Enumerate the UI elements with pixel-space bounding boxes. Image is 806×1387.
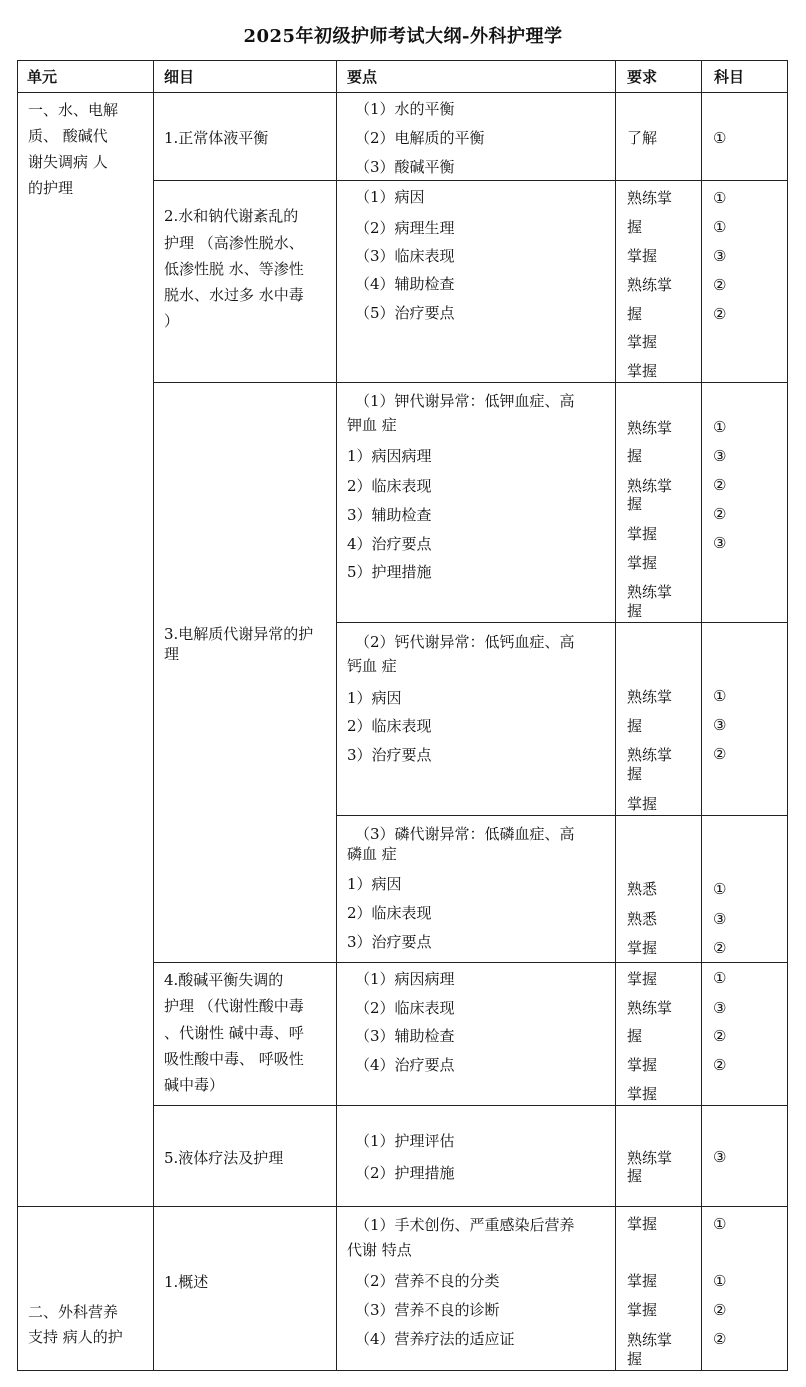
requirement-line: 熟练掌 (627, 1149, 673, 1167)
point-line: 3）辅助检查 (347, 506, 432, 524)
point-line: 2）临床表现 (347, 477, 432, 495)
requirement-line: 掌握 (627, 970, 658, 988)
requirement-line: 握 (627, 447, 643, 465)
requirement-line: 熟练掌 (627, 583, 673, 601)
point-line: 2）临床表现 (347, 717, 432, 735)
requirement-line: 掌握 (627, 1056, 658, 1074)
subject-line: ① (713, 687, 727, 705)
requirement-line: 握 (627, 1027, 643, 1045)
requirement-line: 握 (627, 717, 643, 735)
item-line: 、代谢性 碱中毒、呼 (164, 1024, 304, 1042)
point-line: 2）临床表现 (347, 904, 432, 922)
point-line: （4）辅助检查 (355, 275, 455, 293)
subject-line: ① (713, 969, 727, 987)
requirement-line: 握 (627, 765, 643, 783)
point-line: （4）治疗要点 (355, 1056, 455, 1074)
item-line: 护理 （代谢性酸中毒 (164, 997, 304, 1015)
requirement-line: 握 (627, 1167, 643, 1185)
point-line: （1）手术创伤、严重感染后营养 (355, 1216, 575, 1234)
unit-1-line: 一、水、电解 (28, 101, 119, 119)
point-line: 1）病因 (347, 689, 402, 707)
header-unit: 单元 (27, 68, 58, 86)
unit-1-line: 的护理 (28, 179, 74, 197)
requirement-line: 掌握 (627, 1215, 658, 1233)
requirement-line: 熟练掌 (627, 189, 673, 207)
requirement-line: 熟练掌 (627, 746, 673, 764)
point-line: （2）钙代谢异常：低钙血症、高 (355, 633, 575, 651)
item-line: 2.水和钠代谢紊乱的 (164, 207, 299, 225)
requirement-line: 掌握 (627, 1272, 658, 1290)
point-line: （2）临床表现 (355, 999, 455, 1017)
header-requirement: 要求 (627, 68, 658, 86)
subject-cell: ③ (713, 1148, 727, 1166)
subject-line: ③ (713, 247, 727, 265)
item-line: 4.酸碱平衡失调的 (164, 971, 284, 989)
document-title: 2025年初级护师考试大纲-外科护理学 (243, 26, 563, 47)
requirement-line: 掌握 (627, 939, 658, 957)
requirement-line: 掌握 (627, 1085, 658, 1103)
point-line: （2）护理措施 (355, 1164, 455, 1182)
point-line: 钾血 症 (347, 416, 397, 434)
subject-line: ① (713, 189, 727, 207)
point-line: （3）磷代谢异常：低磷血症、高 (355, 825, 575, 843)
item-line: 碱中毒） (164, 1076, 225, 1094)
item-line: 吸性酸中毒、 呼吸性 (164, 1050, 304, 1068)
point-line: （1）水的平衡 (355, 100, 455, 118)
point-line: （3）临床表现 (355, 247, 455, 265)
point-line: 磷血 症 (347, 845, 397, 863)
requirement-line: 熟练掌 (627, 419, 673, 437)
requirement-line: 熟悉 (627, 910, 658, 928)
requirement-line: 握 (627, 602, 643, 620)
requirement-line: 掌握 (627, 795, 658, 813)
requirement-line: 熟练掌 (627, 477, 673, 495)
requirement-line: 掌握 (627, 247, 658, 265)
subject-line: ② (713, 1301, 727, 1319)
point-line: 5）护理措施 (347, 563, 432, 581)
point-line: 代谢 特点 (347, 1241, 412, 1259)
requirement-line: 握 (627, 495, 643, 513)
subject-line: ③ (713, 534, 727, 552)
requirement-line: 掌握 (627, 1301, 658, 1319)
point-line: （2）电解质的平衡 (355, 129, 485, 147)
item-line: 脱水、水过多 水中毒 (164, 286, 304, 304)
item-cell: 1.正常体液平衡 (164, 129, 269, 147)
requirement-line: 掌握 (627, 333, 658, 351)
requirement-line: 握 (627, 218, 643, 236)
point-line: 1）病因病理 (347, 447, 432, 465)
subject-line: ③ (713, 716, 727, 734)
point-line: （1）病因 (355, 188, 425, 206)
point-line: （3）酸碱平衡 (355, 158, 455, 176)
point-line: （3）营养不良的诊断 (355, 1301, 500, 1319)
unit-2-line: 支持 病人的护 (28, 1328, 123, 1346)
requirement-line: 握 (627, 1350, 643, 1368)
subject-line: ② (713, 1027, 727, 1045)
subject-line: ② (713, 745, 727, 763)
subject-line: ① (713, 1272, 727, 1290)
header-point: 要点 (347, 68, 378, 86)
subject-line: ② (713, 505, 727, 523)
subject-line: ① (713, 418, 727, 436)
requirement-line: 熟练掌 (627, 688, 673, 706)
requirement-cell: 了解 (627, 129, 658, 147)
subject-line: ② (713, 276, 727, 294)
item-line: 低渗性脱 水、等渗性 (164, 260, 304, 278)
requirement-line: 掌握 (627, 525, 658, 543)
header-item: 细目 (164, 68, 195, 86)
subject-line: ② (713, 305, 727, 323)
requirement-line: 掌握 (627, 362, 658, 380)
subject-line: ② (713, 939, 727, 957)
subject-line: ③ (713, 910, 727, 928)
subject-line: ③ (713, 447, 727, 465)
requirement-line: 掌握 (627, 554, 658, 572)
item-cell: 5.液体疗法及护理 (164, 1149, 284, 1167)
subject-line: ② (713, 1330, 727, 1348)
subject-line: ① (713, 218, 727, 236)
point-line: （1）护理评估 (355, 1132, 455, 1150)
item-line: 护理 （高渗性脱水、 (164, 234, 304, 252)
item-line: 理 (164, 645, 180, 663)
unit-1-line: 谢失调病 人 (28, 153, 108, 171)
requirement-line: 熟练掌 (627, 276, 673, 294)
point-line: （5）治疗要点 (355, 304, 455, 322)
item-line: 3.电解质代谢异常的护 (164, 625, 314, 643)
subject-line: ① (713, 1215, 727, 1233)
point-line: 3）治疗要点 (347, 746, 432, 764)
point-line: 3）治疗要点 (347, 933, 432, 951)
unit-1-line: 质、 酸碱代 (28, 127, 108, 145)
unit-2-line: 二、外科营养 (28, 1303, 119, 1321)
point-line: 1）病因 (347, 875, 402, 893)
point-line: （2）病理生理 (355, 219, 455, 237)
point-line: 钙血 症 (347, 657, 397, 675)
requirement-line: 熟练掌 (627, 1331, 673, 1349)
point-line: （3）辅助检查 (355, 1027, 455, 1045)
subject-line: ② (713, 1056, 727, 1074)
point-line: （1）病因病理 (355, 970, 455, 988)
header-subject: 科目 (714, 68, 745, 86)
subject-line: ② (713, 476, 727, 494)
requirement-line: 握 (627, 305, 643, 323)
point-line: 4）治疗要点 (347, 535, 432, 553)
item-cell: 1.概述 (164, 1273, 209, 1291)
requirement-line: 熟练掌 (627, 999, 673, 1017)
requirement-line: 熟悉 (627, 880, 658, 898)
point-line: （4）营养疗法的适应证 (355, 1330, 515, 1348)
point-line: （2）营养不良的分类 (355, 1272, 500, 1290)
item-line: ） (164, 312, 180, 330)
subject-line: ① (713, 880, 727, 898)
point-line: （1）钾代谢异常：低钾血症、高 (355, 392, 575, 410)
subject-line: ③ (713, 999, 727, 1017)
subject-cell: ① (713, 129, 727, 147)
